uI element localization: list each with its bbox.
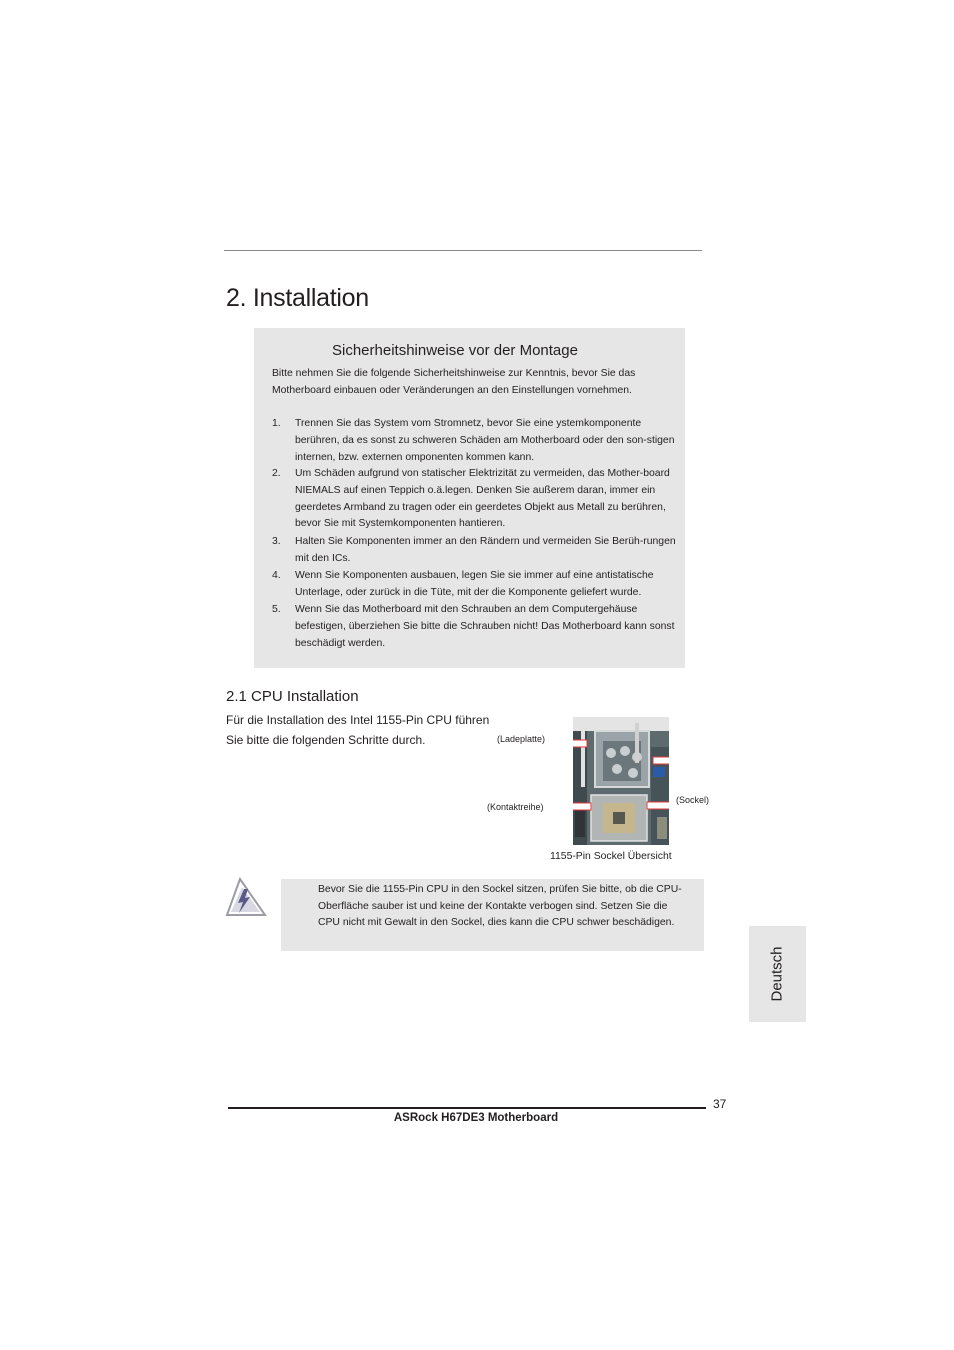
cpu-socket-photo <box>573 717 669 845</box>
header-rule <box>224 250 702 251</box>
footer-rule <box>228 1107 706 1109</box>
safety-item-text: Trennen Sie das System vom Stromnetz, bevor Sie eine ystemkomponente berühren, da es sonst zu schweren Schäden am Motherboard oder den son-stigen internen, bzw. externen omponenten kommen kann. <box>295 418 675 463</box>
warning-triangle-icon <box>225 877 267 917</box>
page-number: 37 <box>713 1097 727 1111</box>
safety-item <box>272 568 684 602</box>
safety-item <box>272 534 684 568</box>
safety-item-number: 2. <box>272 468 281 479</box>
safety-item-number: 1. <box>272 418 281 429</box>
safety-item-number: 3. <box>272 536 281 547</box>
warning-text: Bevor Sie die 1155-Pin CPU in den Sockel sitzen, prüfen Sie bitte, ob die CPU-Oberfläche sauber ist und keine der Kontakte verbogen sind. Setzen Sie die CPU nicht mit Gewalt in den Sockel, dies kann die CPU schwer beschädigen. <box>318 884 682 929</box>
label-sockel: (Sockel) <box>676 795 710 805</box>
footer-product-name: ASRock H67DE3 Motherboard <box>393 1112 559 1124</box>
safety-item-text: Um Schäden aufgrund von statischer Elektrizität zu vermeiden, das Mother-board NIEMALS auf einen Teppich o.ä.legen. Denken Sie außerem daran, immer ein geerdetes Armband zu tragen oder ein geerdetes Objekt aus Metall zu berühren, bevor Sie mit Systemkomponenten hantieren. <box>295 468 670 530</box>
safety-item-number: 4. <box>272 570 281 581</box>
safety-intro: Bitte nehmen Sie die folgende Sicherheitshinweise zur Kenntnis, bevor Sie das Motherboard einbauen oder Veränderungen an den Einstellungen vornehmen. <box>272 368 636 396</box>
safety-item <box>272 466 684 534</box>
language-tab-label: Deutsch <box>768 946 786 1002</box>
safety-item-text: Halten Sie Komponenten immer an den Rändern und vermeiden Sie Berüh-rungen mit den ICs. <box>295 536 676 564</box>
label-kontaktreihe: (Kontaktreihe) <box>487 802 544 812</box>
safety-item-number: 5. <box>272 604 281 615</box>
label-ladeplatte: (Ladeplatte) <box>497 734 546 744</box>
safety-title: Sicherheitshinweise vor der Montage <box>332 342 578 359</box>
safety-item-text: Wenn Sie Komponenten ausbauen, legen Sie sie immer auf eine antistatische Unterlage, oder zurück in die Tüte, mit der die Komponente geliefert wurde. <box>295 570 654 598</box>
cpu-installation-heading: 2.1 CPU Installation <box>226 688 359 705</box>
socket-photo-caption: 1155-Pin Sockel Übersicht <box>550 851 672 862</box>
cpu-installation-text: Für die Installation des Intel 1155-Pin CPU führen Sie bitte die folgenden Schritte durch. <box>226 713 490 747</box>
safety-item <box>272 416 684 466</box>
safety-item-text: Wenn Sie das Motherboard mit den Schrauben an dem Computergehäuse befestigen, überziehen Sie bitte die Schrauben nicht! Das Motherboard kann sonst beschädigt werden. <box>295 604 675 649</box>
page-title: 2. Installation <box>226 284 369 312</box>
safety-item <box>272 602 684 652</box>
